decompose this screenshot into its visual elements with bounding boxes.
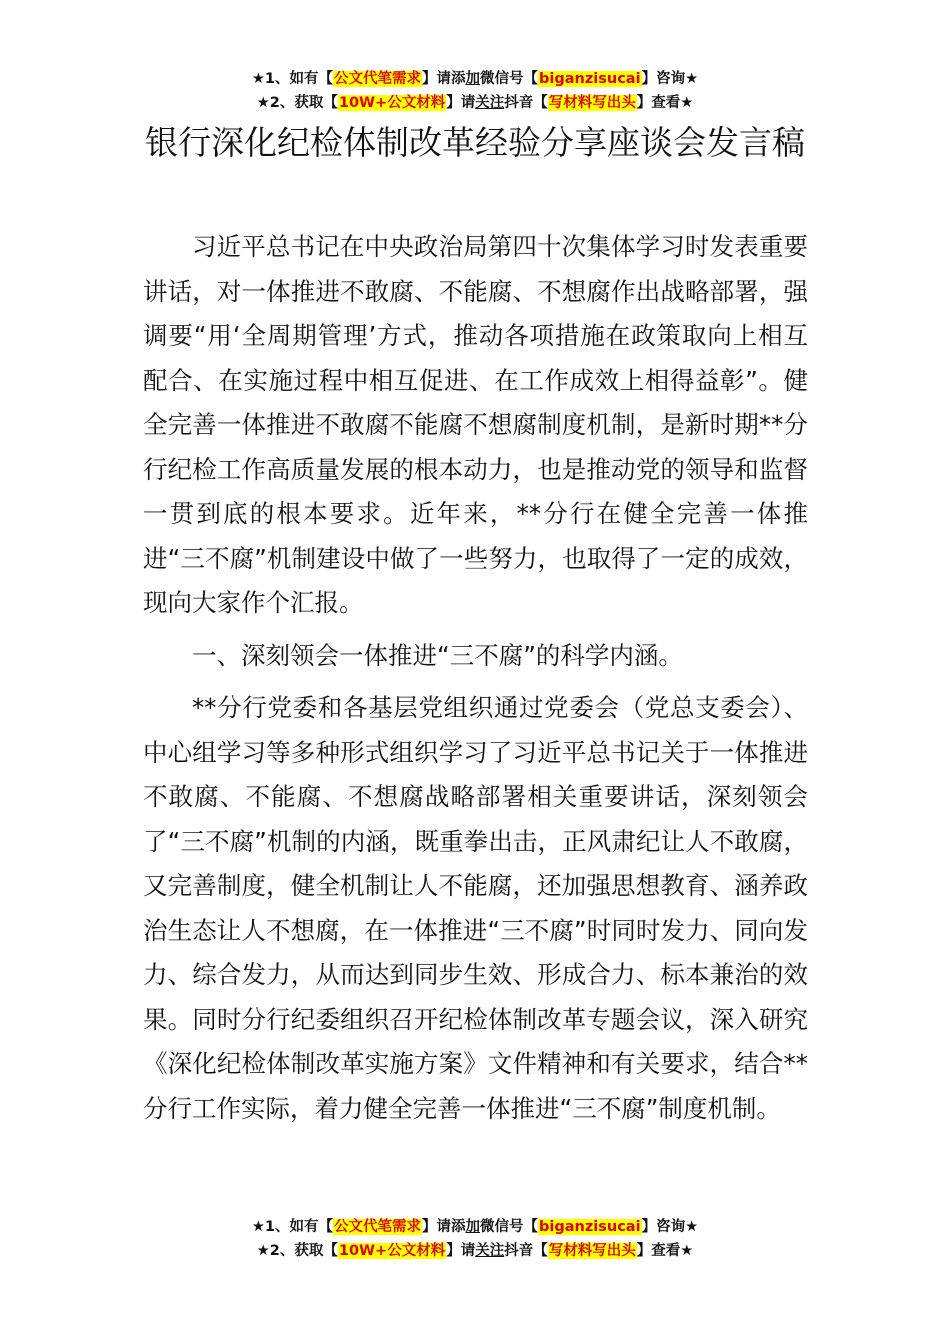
banner-text: 关注 [475,1243,505,1259]
body-paragraph: 习近平总书记在中央政治局第四十次集体学习时发表重要讲话，对一体推进不敢腐、不能腐、不想腐作出战略部署，强调要“用‘全周期管理’方式，推动各项措施在政策取向上相互配合、在实施过程中相互促进、在工作成效上相得益彰”。健全完善一体推进不敢腐不能腐不想腐制度机制，是新时期**分行纪检工作高质量发展的根本动力，也是推动党的领导和监督一贯到底的根本要求。近年来，**分行在健全完善一体推进“三不腐”机制建设中做了一些努力，也取得了一定的成效，现向大家作个汇报。 [143,232,808,617]
body-paragraph: **分行党委和各基层党组织通过党委会（党总支委会）、中心组学习等多种形式组织学习了习近平总书记关于一体推进不敢腐、不能腐、不想腐战略部署相关重要讲话，深刻领会了“三不腐”机制的内涵，既重拳出击，正风肃纪让人不敢腐，又完善制度，健全机制让人不能腐，还加强思想教育、涵养政治生态让人不想腐，在一体推进“三不腐”时同时发力、同向发力、综合发力，从而达到同步生效、形成合力、标本兼治的效果。同时分行纪委组织召开纪检体制改革专题会议，深入研究《深化纪检体制改革实施方案》文件精神和有关要求，结合**分行工作实际，着力健全完善一体推进“三不腐”制度机制。 [143,693,808,1123]
banner-highlight: 公文代笔需求 [334,71,422,87]
banner-text: 】请 [446,1243,476,1259]
section-heading: 一、深刻领会一体推进“三不腐”的科学内涵。 [192,640,683,670]
banner-text: 抖音【 [504,95,548,111]
top-banner [0,67,950,115]
banner-text: ★2、获取【 [256,95,338,111]
banner-text: 微信号【 [480,1219,539,1235]
document-title: 银行深化纪检体制改革经验分享座谈会发言稿 [145,123,805,162]
banner-highlight: 公文代笔需求 [334,1219,422,1235]
banner-text: 】查看★ [636,95,694,111]
banner-text: 关注 [475,95,505,111]
banner-text: 】咨询★ [641,1219,699,1235]
banner-text: 抖音【 [504,1243,548,1259]
banner-text: 加 [465,1219,481,1235]
banner-highlight: biganzisucai [539,1219,641,1235]
banner-highlight: 写材料写出头 [548,1243,636,1259]
banner-highlight: 10W+公文材料 [338,95,446,111]
banner-text: 】请 [446,95,476,111]
banner-text: ★2、获取【 [256,1243,338,1259]
banner-line-2 [0,1239,950,1263]
banner-text: 微信号【 [480,71,539,87]
document-body [143,225,808,1139]
banner-line-1 [0,67,950,91]
banner-text: ★1、如有【 [251,71,334,87]
bottom-banner [0,1215,950,1263]
banner-text: ★1、如有【 [251,1219,334,1235]
banner-highlight: 10W+公文材料 [338,1243,446,1259]
banner-text: 】查看★ [636,1243,694,1259]
banner-highlight: biganzisucai [539,71,641,87]
banner-text: 】请添 [422,1219,466,1235]
banner-text: 】请添 [422,71,466,87]
banner-text: 加 [465,71,481,87]
banner-highlight: 写材料写出头 [548,95,636,111]
banner-text: 】咨询★ [641,71,699,87]
banner-line-2 [0,91,950,115]
banner-line-1 [0,1215,950,1239]
